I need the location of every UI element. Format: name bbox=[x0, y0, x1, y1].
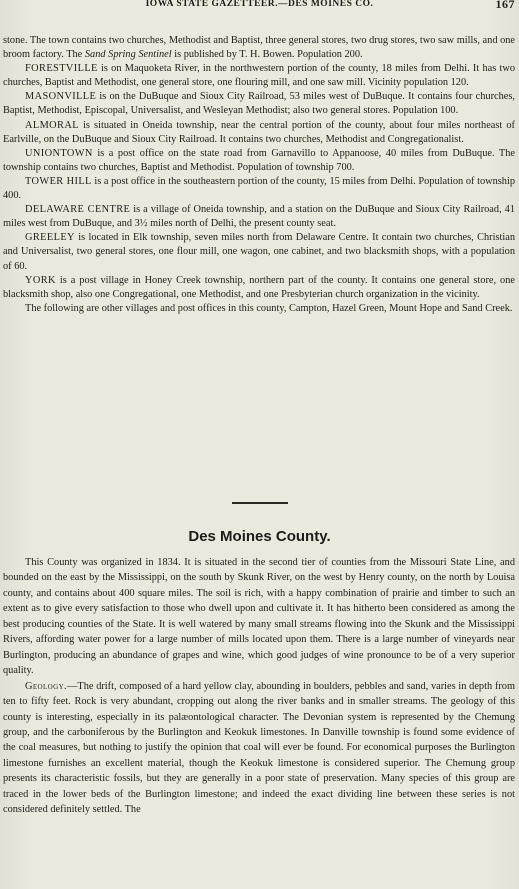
newspaper-name: Sand Spring Sentinel bbox=[84, 49, 172, 61]
entry-name: UNIONTOWN bbox=[25, 147, 93, 159]
county-heading: Des Moines County. bbox=[188, 528, 331, 545]
geology-paragraph: Geology.—The drift, composed of a hard yellow clay, abounding in boulders, pebbles and sand, varies in depth from ten to fifty feet. Rock is very abundant, cropping out along the river banks and in smaller streams. The geology of this county is interesting, especially in its palæontological character. The Devonian system is represented by the Chemung group, and the carboniferous by the Burlington and Keokuk limestones. In Danville township is found some evidence of the coal measures, but nothing to justify the opinion that coal will ever be found. For economical purposes the Burlington limestone furnishes an excellent material, though the Keokuk limestone is considered superior. The Chemung group presents its characteristic fossils, but they are generally in a poor state of preservation. Many species of this group are traced in the lower beds of the Burlington limestone; and indeed the exact dividing line between these series is not considered definitely settled. The bbox=[3, 680, 515, 816]
entry-almoral: ALMORAL is situated in Oneida township, near the central portion of the county, about four miles northeast of Earlville, on the DuBuque and Sioux City Railroad. It contains two churches, Methodist and Congregationalist. bbox=[3, 119, 515, 145]
village-entries bbox=[3, 34, 515, 316]
entry-stone-continuation: stone. The town contains two churches, Methodist and Baptist, three general stores, two drug stores, two saw mills, and one broom factory. The Sand Spring Sentinel is published by T. H. Bowen. Population 200. bbox=[3, 35, 516, 61]
entry-uniontown: UNIONTOWN is a post office on the state road from Garnavillo to Appanoose, 40 miles from DuBuque. The township contains two churches, Baptist and Methodist. Population of township 700. bbox=[3, 147, 515, 173]
entry-name: TOWER HILL bbox=[25, 175, 92, 187]
entry-york: YORK is a post village in Honey Creek township, northern part of the county. It contains one general store, one blacksmith shop, also one Congregational, one Methodist, and one Presbyterian church organization in the vicinity. bbox=[3, 274, 515, 300]
entry-name: FORESTVILLE bbox=[25, 63, 98, 75]
section-divider bbox=[232, 502, 288, 504]
entry-other-villages: The following are other villages and post offices in this county, Campton, Hazel Green, Mount Hope and Sand Creek. bbox=[25, 302, 513, 314]
running-head bbox=[0, 0, 519, 14]
page-number: 167 bbox=[495, 0, 515, 11]
entry-tower-hill: TOWER HILL is a post office in the southeastern portion of the county, 15 miles from Delhi. Population of township 400. bbox=[3, 175, 515, 202]
entry-name: ALMORAL bbox=[25, 119, 79, 131]
entry-name: YORK bbox=[25, 274, 56, 286]
entry-greeley: GREELEY is located in Elk township, seven miles north from Delaware Centre. It contain two churches, Christian and Universalist, two general stores, one flour mill, one wagon, one cabinet, and two blacksmith shops, with a population of 60. bbox=[3, 232, 515, 272]
county-intro-paragraph: This County was organized in 1834. It is situated in the second tier of counties from the Missouri State Line, and bounded on the east by the Mississippi, on the south by Skunk River, on the west by Henry county, on the north by Louisa county, and contains about 400 square miles. The soil is rich, with a happy combination of prairie and timber to such an extent as to give every satisfaction to those who dwell upon and cultivate it. It has hitherto been considered as among the best producing counties of the State. It is well watered by many small streams flowing into the Skunk and the Mississippi Rivers, affording water power for a large number of mills located upon them. There is a large number of vineyards near Burlington, producing an abundance of grapes and wine, which good judges of wine pronounce to be of a very superior quality. bbox=[3, 557, 515, 677]
entry-forestville: FORESTVILLE is on Maquoketa River, in the northwestern portion of the county, 18 miles from Delhi. It has two churches, Baptist and Methodist, one general store, one flouring mill, and one saw mill. Vicinity population 120. bbox=[3, 63, 515, 89]
entry-name: MASONVILLE bbox=[25, 91, 97, 103]
county-description bbox=[3, 555, 515, 818]
entry-masonville: MASONVILLE is on the DuBuque and Sioux City Railroad, 53 miles west of DuBuque. It contains four churches, Baptist, Methodist, Episcopal, Universalist, and Wesleyan Methodist; also two general stores. Population 100. bbox=[3, 91, 515, 117]
entry-name: DELAWARE CENTRE bbox=[25, 204, 131, 216]
entry-delaware-centre: DELAWARE CENTRE is a village of Oneida township, and a station on the DuBuque and Sioux City Railroad, 41 miles west from DuBuque, and 3½ miles north of Delhi, the present county seat. bbox=[3, 204, 515, 230]
running-title: IOWA STATE GAZETTEER.—DES MOINES CO. bbox=[145, 0, 374, 9]
entry-name: GREELEY bbox=[25, 232, 75, 244]
geology-label: Geology. bbox=[25, 680, 68, 692]
